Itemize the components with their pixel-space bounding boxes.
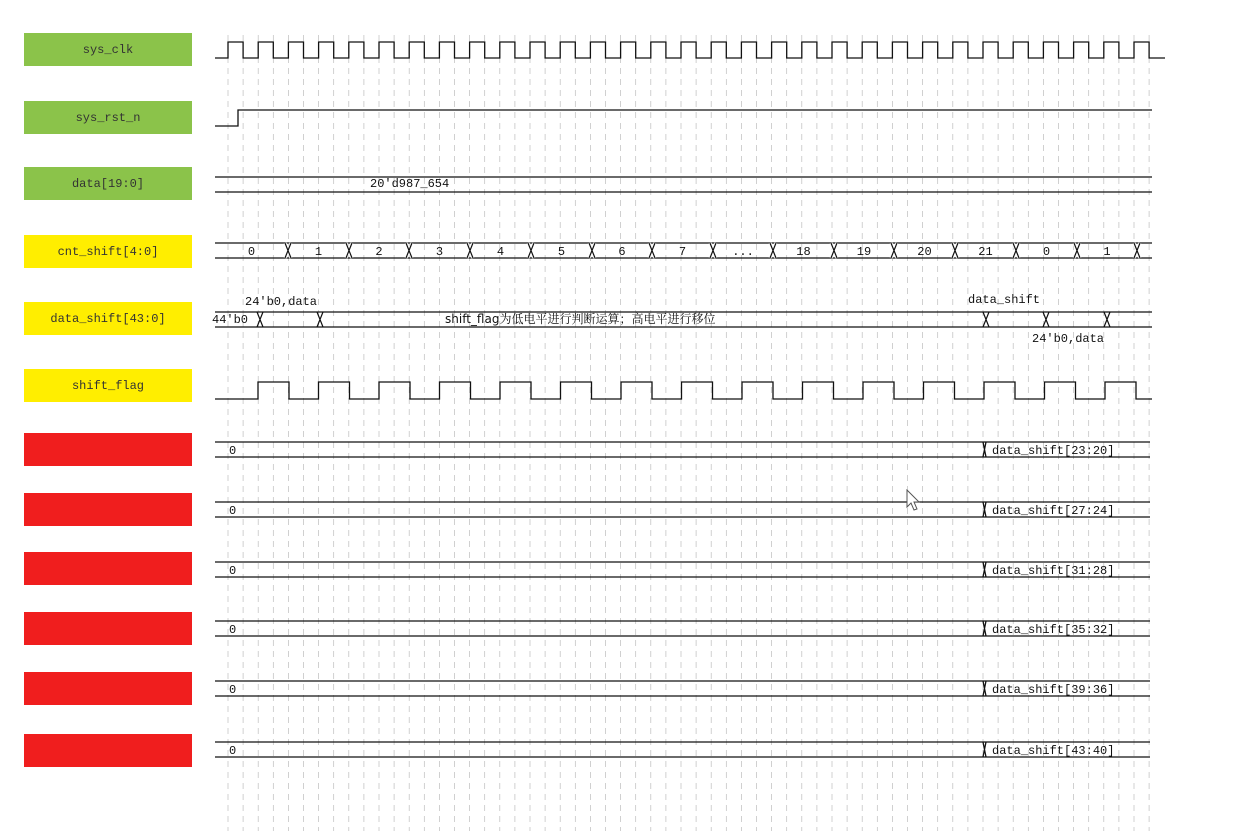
data-shift-center-note: shift_flag为低电平进行判断运算；高电平进行移位 bbox=[445, 312, 716, 326]
output-transition bbox=[983, 442, 986, 457]
cnt-transition bbox=[1134, 243, 1140, 258]
output-value: data_shift[35:32] bbox=[992, 623, 1115, 637]
data-shift-transition bbox=[317, 312, 323, 327]
sys-clk-wave bbox=[215, 42, 1165, 58]
cnt-transition bbox=[710, 243, 716, 258]
cnt-transition bbox=[589, 243, 595, 258]
cnt-transition bbox=[467, 243, 473, 258]
cnt-value: 18 bbox=[796, 245, 811, 259]
cnt-transition bbox=[1013, 243, 1019, 258]
output-value: data_shift[23:20] bbox=[992, 444, 1115, 458]
signal-label-sys-rst-n: sys_rst_n bbox=[24, 101, 192, 134]
output-value: data_shift[43:40] bbox=[992, 744, 1115, 758]
output-transition bbox=[983, 681, 986, 696]
cnt-value: 6 bbox=[618, 245, 626, 259]
output-value: data_shift[39:36] bbox=[992, 683, 1115, 697]
waveform-labels bbox=[212, 177, 1114, 758]
cnt-value: 0 bbox=[247, 245, 256, 259]
data-shift-transition bbox=[257, 312, 263, 327]
signal-label-data: data[19:0] bbox=[24, 167, 192, 200]
output-transition bbox=[983, 562, 986, 577]
cnt-value: 19 bbox=[856, 245, 872, 259]
output-transition bbox=[983, 742, 986, 757]
waveforms bbox=[215, 42, 1165, 757]
cnt-value: 4 bbox=[496, 245, 505, 259]
data-shift-transition bbox=[1043, 312, 1049, 327]
cnt-value: 3 bbox=[435, 245, 444, 259]
cnt-value: 2 bbox=[375, 245, 383, 259]
cnt-value: ... bbox=[732, 245, 754, 259]
cnt-value: 20 bbox=[917, 245, 932, 259]
cnt-value: 1 bbox=[1103, 245, 1111, 259]
cnt-transition bbox=[1074, 243, 1080, 258]
cnt-value: 7 bbox=[678, 245, 687, 259]
output-transition bbox=[983, 621, 986, 636]
cnt-transition bbox=[831, 243, 837, 258]
signal-label-sys-clk: sys_clk bbox=[24, 33, 192, 66]
output-init-value: 0 bbox=[229, 564, 237, 578]
cnt-value: 21 bbox=[978, 245, 993, 259]
data-value-text: 20'd987_654 bbox=[370, 177, 450, 191]
sys-rst-n-wave bbox=[215, 110, 1152, 126]
output-value: data_shift[27:24] bbox=[992, 504, 1115, 518]
cnt-transition bbox=[891, 243, 897, 258]
signal-label-data-shift: data_shift[43:0] bbox=[24, 302, 192, 335]
cnt-value: 1 bbox=[314, 245, 323, 259]
data-shift-transition bbox=[983, 312, 989, 327]
cnt-value: 0 bbox=[1042, 245, 1051, 259]
data-shift-transition bbox=[1104, 312, 1110, 327]
output-transition bbox=[983, 502, 986, 517]
data-shift-init-text: 44'b0 bbox=[212, 313, 249, 327]
output-init-value: 0 bbox=[229, 444, 237, 458]
output-init-value: 0 bbox=[229, 744, 237, 758]
cnt-transition bbox=[952, 243, 958, 258]
shift-flag-wave bbox=[215, 382, 1152, 399]
signal-label-shift-flag: shift_flag bbox=[24, 369, 192, 402]
cnt-transition bbox=[770, 243, 776, 258]
data-shift-left-label: 24'b0,data bbox=[245, 295, 318, 309]
cnt-transition bbox=[649, 243, 655, 258]
output-value: data_shift[31:28] bbox=[992, 564, 1115, 578]
output-init-value: 0 bbox=[229, 623, 237, 637]
mouse-pointer-icon bbox=[906, 489, 924, 513]
data-shift-right-top-label: data_shift bbox=[968, 293, 1041, 307]
grid-lines bbox=[228, 35, 1149, 831]
cnt-transition bbox=[528, 243, 534, 258]
cnt-transition bbox=[285, 243, 291, 258]
data-shift-right-bottom-label: 24'b0,data bbox=[1032, 332, 1105, 346]
signal-label-cnt-shift: cnt_shift[4:0] bbox=[24, 235, 192, 268]
cnt-value: 5 bbox=[557, 245, 566, 259]
output-init-value: 0 bbox=[229, 683, 237, 697]
output-init-value: 0 bbox=[229, 504, 237, 518]
